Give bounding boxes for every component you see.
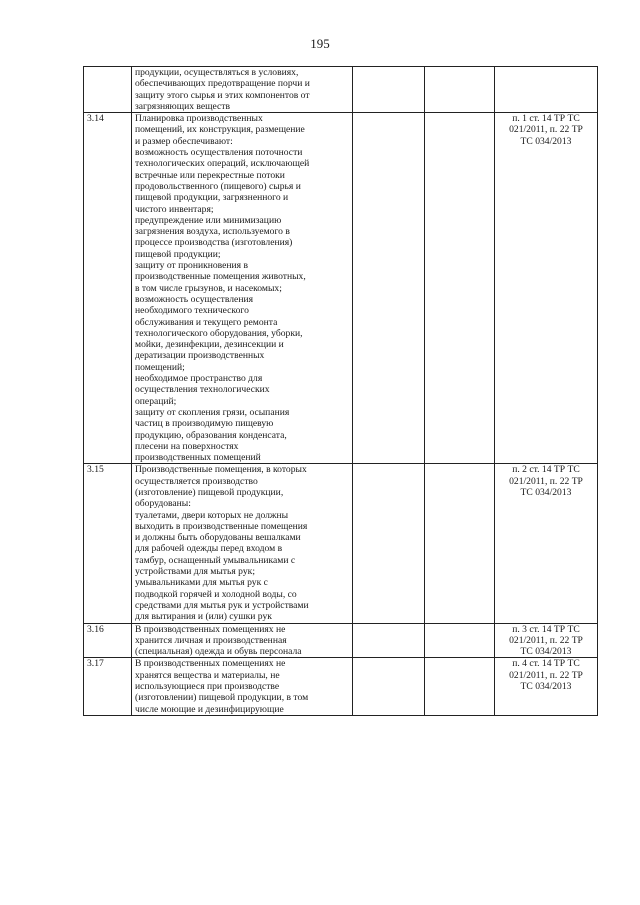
requirement-line: (изготовлении) пищевой продукции, в том xyxy=(135,692,309,704)
legal-reference xyxy=(495,113,598,464)
requirement-line: для рабочей одежды перед входом в xyxy=(135,543,283,555)
requirement-line: умывальниками для мытья рук с xyxy=(135,577,268,589)
requirement-line: продукции, осуществляться в условиях, xyxy=(135,67,299,78)
answer-no-cell xyxy=(425,658,495,715)
requirement-line: (специальная) одежда и обувь персонала xyxy=(135,646,302,658)
requirement-line: дератизации производственных xyxy=(135,350,265,362)
requirement-text xyxy=(132,464,353,623)
legal-reference xyxy=(495,464,598,623)
requirement-line: защиту от скопления грязи, осыпания xyxy=(135,406,290,418)
requirement-line: Производственные помещения, в которых xyxy=(135,464,307,476)
requirement-line: и должны быть оборудованы вешалками xyxy=(135,532,301,544)
requirement-line: необходимое пространство для xyxy=(135,373,263,385)
table-row xyxy=(84,67,598,113)
requirement-line: продукцию, образования конденсата, xyxy=(135,429,287,441)
requirement-line: В производственных помещениях не xyxy=(135,658,286,670)
requirement-line: тамбур, оснащенный умывальниками с xyxy=(135,554,296,566)
requirement-line: частиц в производимую пищевую xyxy=(135,418,274,430)
requirement-line: процессе производства (изготовления) xyxy=(135,237,293,249)
requirement-text xyxy=(132,623,353,658)
row-number: 3.16 xyxy=(84,623,132,658)
reference-line: п. 4 ст. 14 ТР ТС xyxy=(512,658,580,670)
requirement-line: плесени на поверхностях xyxy=(135,440,239,452)
requirement-line: осуществляется производство xyxy=(135,475,258,487)
requirement-line: и размер обеспечивают: xyxy=(135,135,233,147)
requirement-line: выходить в производственные помещения xyxy=(135,520,308,532)
requirement-line: необходимого технического xyxy=(135,305,249,317)
requirement-line: защиту этого сырья и этих компонентов от xyxy=(135,89,310,101)
requirement-line: помещений; xyxy=(135,361,185,373)
requirement-line: возможность осуществления xyxy=(135,293,253,305)
requirement-line: пищевой продукции; xyxy=(135,248,221,260)
requirement-line: для вытирания и (или) сушки рук xyxy=(135,611,272,623)
reference-line: ТС 034/2013 xyxy=(520,646,572,658)
requirement-line: технологического оборудования, уборки, xyxy=(135,327,303,339)
table-row xyxy=(84,464,598,623)
requirement-line: продовольственного (пищевого) сырья и xyxy=(135,180,301,192)
row-number: 3.15 xyxy=(84,464,132,623)
requirement-text xyxy=(132,658,353,715)
requirement-line: В производственных помещениях не xyxy=(135,623,286,635)
requirement-line: туалетами, двери которых не должны xyxy=(135,509,289,521)
requirement-line: обеспечивающих предотвращение порчи и xyxy=(135,78,310,90)
reference-line: 021/2011, п. 22 ТР xyxy=(509,634,583,646)
requirement-line: производственных помещений xyxy=(135,452,261,464)
requirement-line: мойки, дезинфекции, дезинсекции и xyxy=(135,339,284,351)
legal-reference xyxy=(495,67,598,113)
answer-no-cell xyxy=(425,113,495,464)
requirement-line: пищевой продукции, загрязненного и xyxy=(135,192,289,204)
requirement-line: оборудованы: xyxy=(135,498,191,510)
requirement-line: встречные или перекрестные потоки xyxy=(135,169,285,181)
requirement-line: числе моющие и дезинфицирующие xyxy=(135,703,284,715)
requirement-text xyxy=(132,113,353,464)
requirement-line: предупреждение или минимизацию xyxy=(135,214,282,226)
requirement-line: операций; xyxy=(135,395,177,407)
reference-line: 021/2011, п. 22 ТР xyxy=(509,124,583,136)
answer-yes-cell xyxy=(353,67,425,113)
requirement-line: загрязняющих веществ xyxy=(135,100,231,112)
row-number: 3.17 xyxy=(84,658,132,715)
reference-line: п. 1 ст. 14 ТР ТС xyxy=(512,113,580,125)
reference-line: 021/2011, п. 22 ТР xyxy=(509,475,583,487)
requirement-line: средствами для мытья рук и устройствами xyxy=(135,599,309,611)
requirements-table xyxy=(83,66,598,716)
legal-reference xyxy=(495,623,598,658)
table-row xyxy=(84,658,598,715)
requirement-line: хранятся вещества и материалы, не xyxy=(135,669,280,681)
requirement-line: загрязнения воздуха, используемого в xyxy=(135,226,290,238)
requirement-text xyxy=(132,67,353,113)
row-number xyxy=(84,67,132,113)
answer-no-cell xyxy=(425,623,495,658)
requirement-line: осуществления технологических xyxy=(135,384,270,396)
requirement-line: хранится личная и производственная xyxy=(135,634,287,646)
answer-yes-cell xyxy=(353,464,425,623)
requirement-line: технологических операций, исключающей xyxy=(135,158,310,170)
requirement-line: устройствами для мытья рук; xyxy=(135,566,255,578)
answer-no-cell xyxy=(425,464,495,623)
answer-no-cell xyxy=(425,67,495,113)
page-number: 195 xyxy=(310,36,330,51)
requirement-line: чистого инвентаря; xyxy=(135,203,214,215)
reference-line: п. 2 ст. 14 ТР ТС xyxy=(512,464,580,476)
reference-line: ТС 034/2013 xyxy=(520,486,572,498)
table-row xyxy=(84,113,598,464)
requirement-line: помещений, их конструкция, размещение xyxy=(135,124,305,136)
table-row xyxy=(84,623,598,658)
requirement-line: обслуживания и текущего ремонта xyxy=(135,316,278,328)
requirement-line: Планировка производственных xyxy=(135,113,263,125)
requirement-line: производственные помещения животных, xyxy=(135,271,306,283)
answer-yes-cell xyxy=(353,623,425,658)
requirement-line: использующиеся при производстве xyxy=(135,681,280,693)
reference-line: ТС 034/2013 xyxy=(520,135,572,147)
requirement-line: возможность осуществления поточности xyxy=(135,147,303,159)
reference-line: п. 3 ст. 14 ТР ТС xyxy=(512,623,580,635)
answer-yes-cell xyxy=(353,113,425,464)
requirement-line: в том числе грызунов, и насекомых; xyxy=(135,282,282,294)
reference-line: 021/2011, п. 22 ТР xyxy=(509,669,583,681)
row-number: 3.14 xyxy=(84,113,132,464)
requirement-line: защиту от проникновения в xyxy=(135,260,249,272)
legal-reference xyxy=(495,658,598,715)
requirement-line: подводкой горячей и холодной воды, со xyxy=(135,588,297,600)
requirement-line: (изготовление) пищевой продукции, xyxy=(135,486,284,498)
answer-yes-cell xyxy=(353,658,425,715)
reference-line: ТС 034/2013 xyxy=(520,681,572,693)
